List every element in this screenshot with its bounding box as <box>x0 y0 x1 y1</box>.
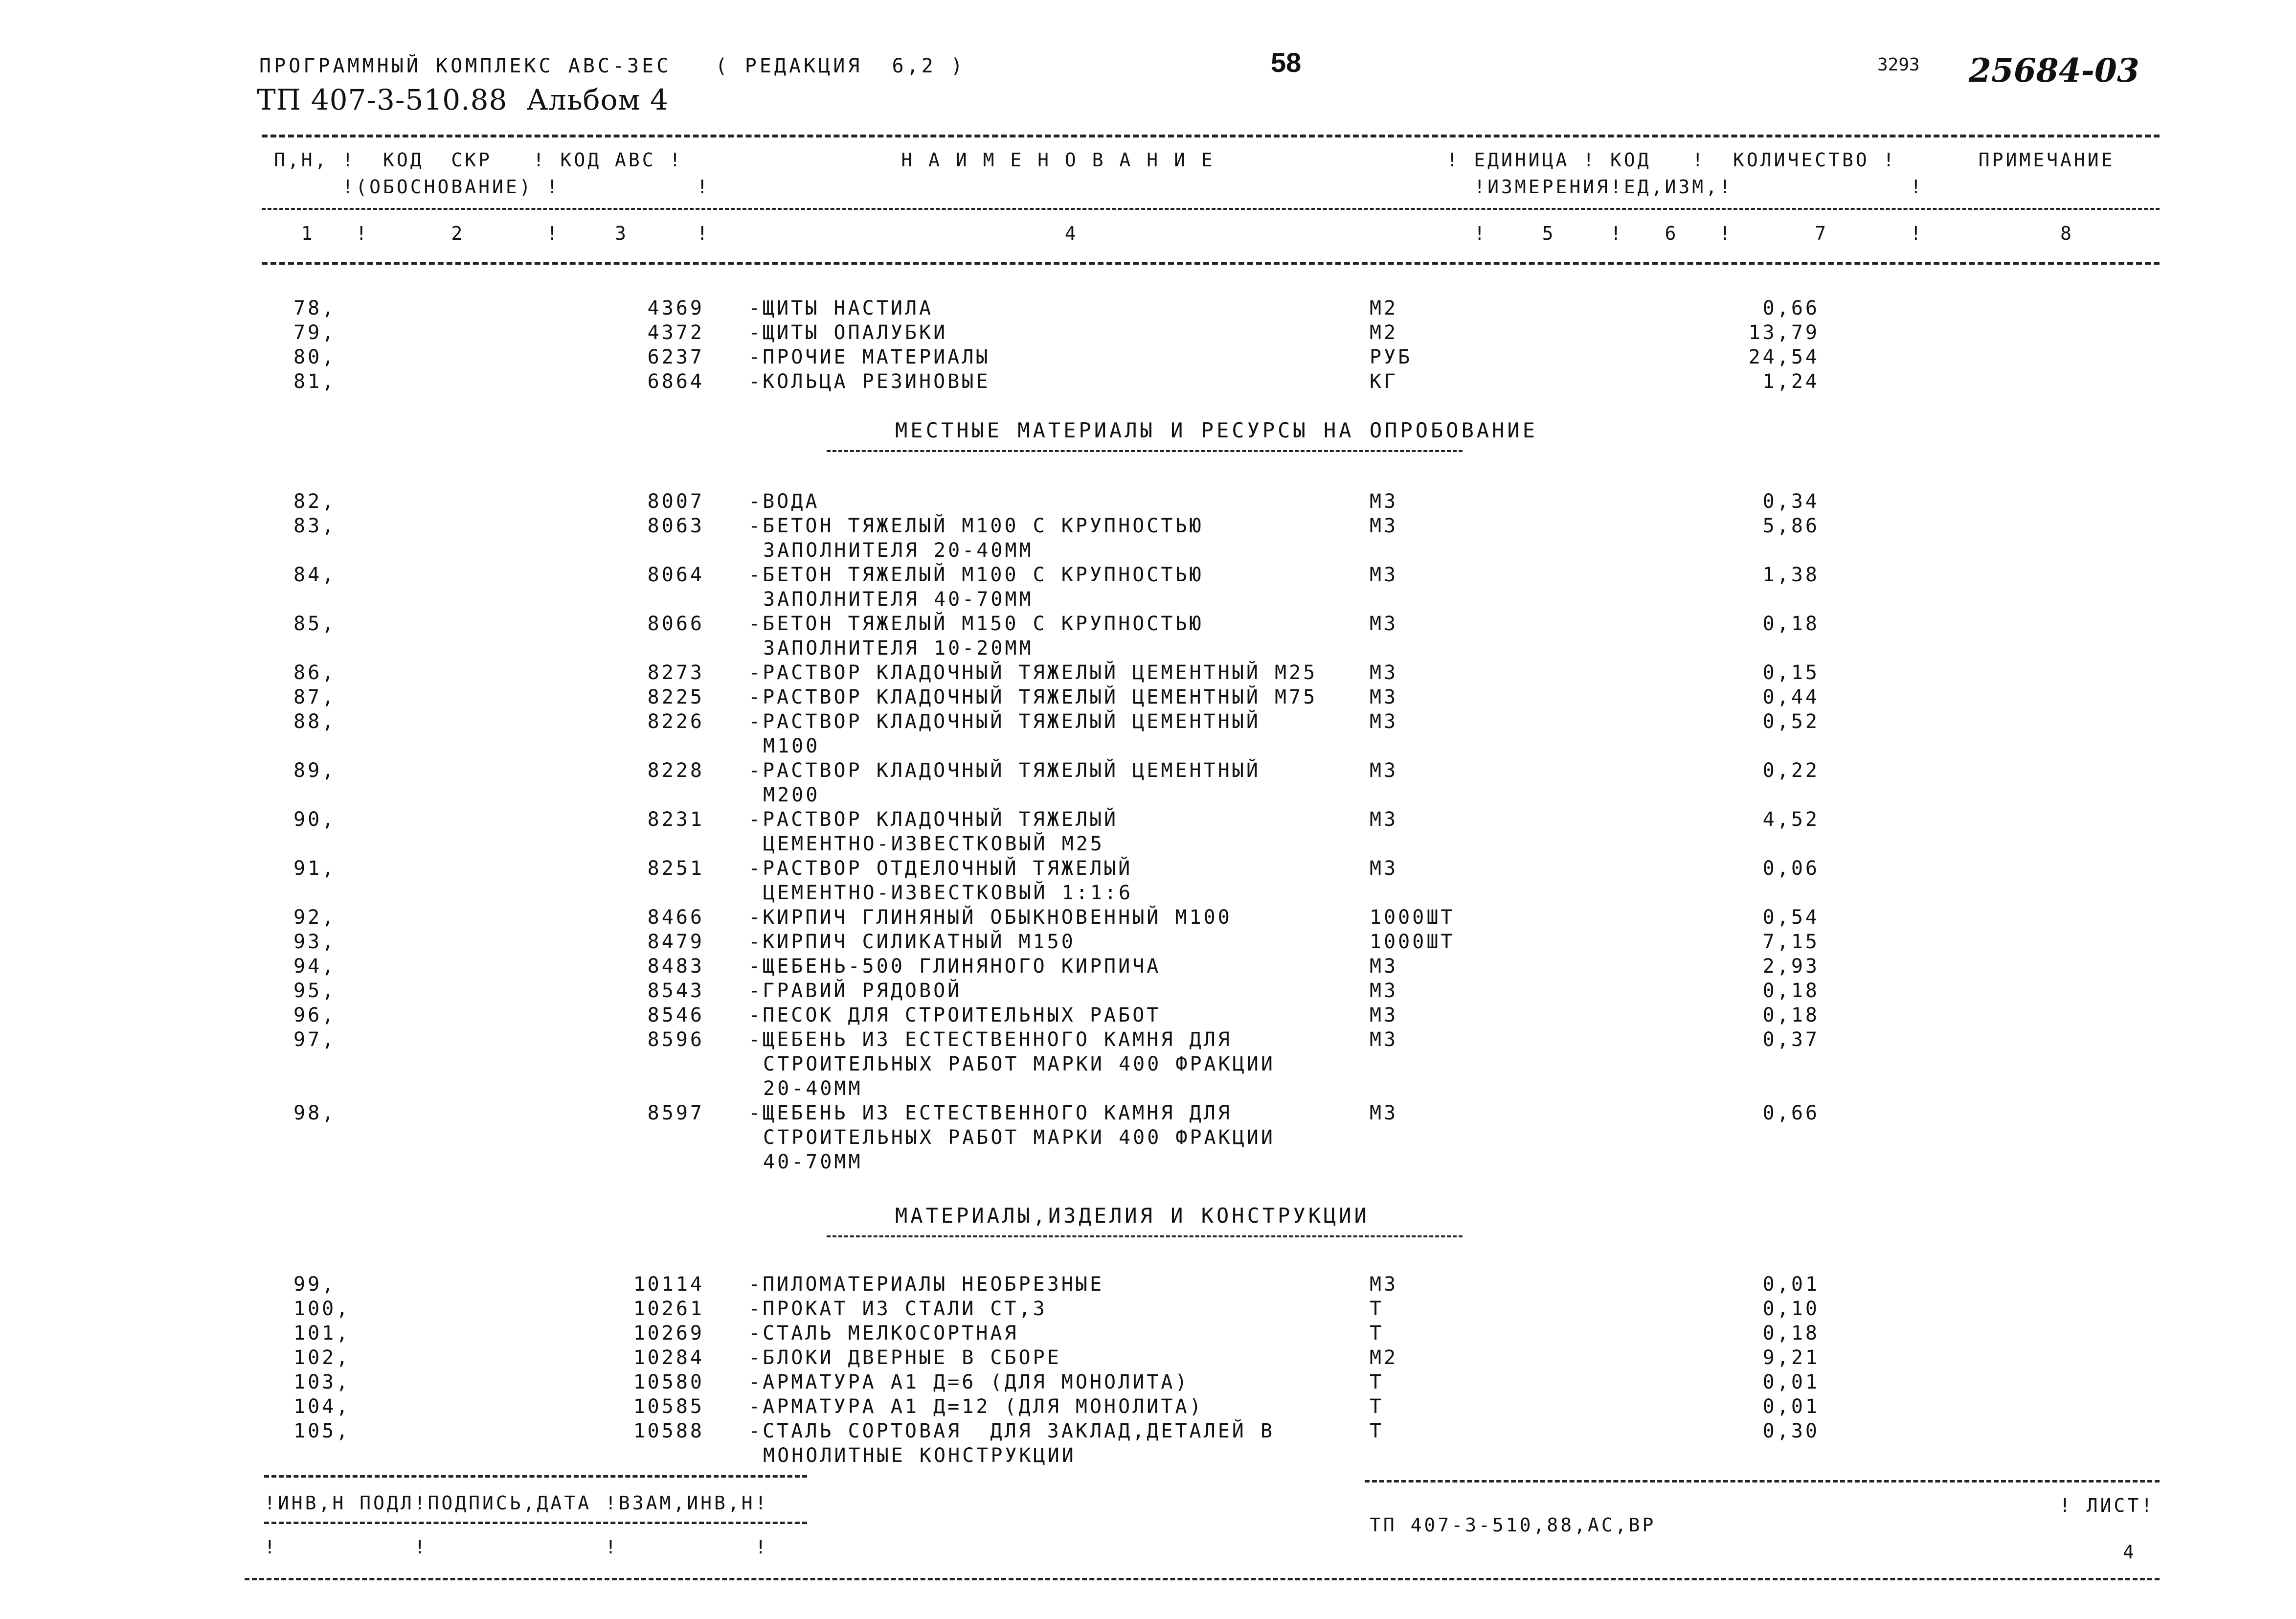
row-name-continued: ЗАПОЛНИТЕЛЯ 10-20ММ <box>763 637 1034 660</box>
row-quantity: 0,66 <box>1762 1102 1820 1124</box>
row-code-abc: 4372 <box>647 321 704 344</box>
section-rule-local <box>827 450 1463 452</box>
row-name: -РАСТВОР КЛАДОЧНЫЙ ТЯЖЕЛЫЙ ЦЕМЕНТНЫЙ <box>748 710 1261 733</box>
row-name: -БЕТОН ТЯЖЕЛЫЙ М100 С КРУПНОСТЬЮ <box>748 564 1204 586</box>
row-quantity: 0,01 <box>1762 1395 1820 1418</box>
row-code-abc: 6864 <box>647 370 704 393</box>
row-code-abc: 8546 <box>647 1004 704 1026</box>
row-quantity: 0,18 <box>1762 1322 1820 1345</box>
row-number: 102, <box>293 1346 351 1369</box>
row-code-abc: 8064 <box>647 564 704 586</box>
row-name: -РАСТВОР КЛАДОЧНЫЙ ТЯЖЕЛЫЙ ЦЕМЕНТНЫЙ <box>748 759 1261 782</box>
row-code-abc: 10580 <box>633 1371 704 1393</box>
row-unit: М2 <box>1370 297 1398 319</box>
row-number: 103, <box>293 1371 351 1393</box>
row-name: -ПЕСОК ДЛЯ СТРОИТЕЛЬНЫХ РАБОТ <box>748 1004 1161 1026</box>
row-name: -КИРПИЧ ГЛИНЯНЫЙ ОБЫКНОВЕННЫЙ М100 <box>748 906 1232 929</box>
row-code-abc: 4369 <box>647 297 704 319</box>
row-code-abc: 8466 <box>647 906 704 929</box>
row-quantity: 24,54 <box>1748 346 1820 368</box>
row-quantity: 0,30 <box>1762 1420 1820 1442</box>
row-unit: М2 <box>1370 321 1398 344</box>
row-number: 84, <box>293 564 337 586</box>
row-name: -ПРОКАТ ИЗ СТАЛИ СТ,3 <box>748 1298 1047 1320</box>
project-title: ТП 407-3-510.88 Альбом 4 <box>257 83 669 116</box>
row-name-continued: М200 <box>763 784 820 806</box>
row-unit: М3 <box>1370 613 1398 635</box>
row-number: 94, <box>293 955 337 978</box>
stamp-mid-rule <box>264 1522 807 1524</box>
row-unit: М3 <box>1370 564 1398 586</box>
row-quantity: 0,22 <box>1762 759 1820 782</box>
row-number: 98, <box>293 1102 337 1124</box>
row-number: 101, <box>293 1322 351 1345</box>
row-unit: М3 <box>1370 1004 1398 1026</box>
column-header-line1: П,Н, ! КОД СКР ! КОД АВС ! Н А И М Е Н О В А Н И Е ! ЕДИНИЦА ! КОД ! КОЛИЧЕСТВО ! ПРИМЕЧАНИЕ <box>274 149 2115 171</box>
row-unit: М3 <box>1370 661 1398 684</box>
row-name: -ГРАВИЙ РЯДОВОЙ <box>748 980 962 1002</box>
row-number: 80, <box>293 346 337 368</box>
sheet-number: 4 <box>2123 1541 2137 1563</box>
row-number: 90, <box>293 808 337 831</box>
row-quantity: 1,38 <box>1762 564 1820 586</box>
row-quantity: 0,18 <box>1762 613 1820 635</box>
row-code-abc: 10269 <box>633 1322 704 1345</box>
row-name: -ЩЕБЕНЬ ИЗ ЕСТЕСТВЕННОГО КАМНЯ ДЛЯ <box>748 1028 1232 1051</box>
row-number: 82, <box>293 490 337 513</box>
row-name-continued: ЗАПОЛНИТЕЛЯ 20-40ММ <box>763 539 1034 562</box>
row-quantity: 0,01 <box>1762 1273 1820 1296</box>
row-quantity: 4,52 <box>1762 808 1820 831</box>
row-number: 88, <box>293 710 337 733</box>
row-number: 91, <box>293 857 337 880</box>
row-name-continued: ЦЕМЕНТНО-ИЗВЕСТКОВЫЙ 1:1:6 <box>763 882 1133 904</box>
row-unit: М3 <box>1370 955 1398 978</box>
row-code-abc: 8479 <box>647 931 704 953</box>
row-quantity: 0,34 <box>1762 490 1820 513</box>
row-unit: М3 <box>1370 1273 1398 1296</box>
row-unit: 1000ШТ <box>1370 931 1455 953</box>
row-quantity: 0,52 <box>1762 710 1820 733</box>
row-name: -ПРОЧИЕ МАТЕРИАЛЫ <box>748 346 990 368</box>
row-unit: М3 <box>1370 490 1398 513</box>
column-header-line2: !(ОБОСНОВАНИЕ) ! ! !ИЗМЕРЕНИЯ!ЕД,ИЗМ,! ! <box>274 176 1924 198</box>
row-unit: М3 <box>1370 515 1398 537</box>
row-code-abc: 10585 <box>633 1395 704 1418</box>
row-name: -АРМАТУРА А1 Д=12 (ДЛЯ МОНОЛИТА) <box>748 1395 1204 1418</box>
row-quantity: 2,93 <box>1762 955 1820 978</box>
row-name-continued: СТРОИТЕЛЬНЫХ РАБОТ МАРКИ 400 ФРАКЦИИ <box>763 1126 1275 1149</box>
row-code-abc: 8273 <box>647 661 704 684</box>
row-name-continued: МОНОЛИТНЫЕ КОНСТРУКЦИИ <box>763 1444 1076 1467</box>
row-quantity: 0,15 <box>1762 661 1820 684</box>
stamp-header: !ИНВ,Н ПОДЛ!ПОДПИСЬ,ДАТА !ВЗАМ,ИНВ,Н! <box>264 1492 769 1514</box>
row-name-continued: 20-40ММ <box>763 1077 863 1100</box>
row-code-abc: 8251 <box>647 857 704 880</box>
row-unit: М2 <box>1370 1346 1398 1369</box>
row-code-abc: 8596 <box>647 1028 704 1051</box>
row-code-abc: 10588 <box>633 1420 704 1442</box>
column-header-rule <box>262 208 2160 210</box>
page-number: 58 <box>1271 47 1302 78</box>
row-name: -РАСТВОР ОТДЕЛОЧНЫЙ ТЯЖЕЛЫЙ <box>748 857 1133 880</box>
row-number: 85, <box>293 613 337 635</box>
row-name: -ВОДА <box>748 490 820 513</box>
row-unit: КГ <box>1370 370 1398 393</box>
row-number: 96, <box>293 1004 337 1026</box>
row-quantity: 0,37 <box>1762 1028 1820 1051</box>
row-quantity: 0,18 <box>1762 1004 1820 1026</box>
row-unit: М3 <box>1370 857 1398 880</box>
row-name: -БЕТОН ТЯЖЕЛЫЙ М150 С КРУПНОСТЬЮ <box>748 613 1204 635</box>
code-handwritten: 25684-03 <box>1969 51 2139 90</box>
row-unit: Т <box>1370 1420 1384 1442</box>
row-code-abc: 8483 <box>647 955 704 978</box>
row-number: 92, <box>293 906 337 929</box>
table-top-rule <box>262 135 2160 137</box>
row-unit: М3 <box>1370 759 1398 782</box>
row-code-abc: 8543 <box>647 980 704 1002</box>
row-unit: М3 <box>1370 1102 1398 1124</box>
row-number: 99, <box>293 1273 337 1296</box>
row-quantity: 9,21 <box>1762 1346 1820 1369</box>
row-number: 78, <box>293 297 337 319</box>
row-unit: 1000ШТ <box>1370 906 1455 929</box>
row-name: -ЩИТЫ НАСТИЛА <box>748 297 934 319</box>
row-quantity: 13,79 <box>1748 321 1820 344</box>
row-number: 81, <box>293 370 337 393</box>
document-code: ТП 407-3-510,88,АС,ВР <box>1370 1514 1656 1536</box>
row-quantity: 1,24 <box>1762 370 1820 393</box>
program-title: ПРОГРАММНЫЙ КОМПЛЕКС АВС-ЗЕС ( РЕДАКЦИЯ 6,2 ) <box>259 55 966 77</box>
row-name: -РАСТВОР КЛАДОЧНЫЙ ТЯЖЕЛЫЙ <box>748 808 1119 831</box>
row-unit: РУБ <box>1370 346 1413 368</box>
row-name-continued: ЗАПОЛНИТЕЛЯ 40-70ММ <box>763 588 1034 611</box>
row-unit: М3 <box>1370 686 1398 708</box>
code-small: 3293 <box>1877 55 1920 75</box>
row-unit: М3 <box>1370 710 1398 733</box>
row-quantity: 0,10 <box>1762 1298 1820 1320</box>
row-quantity: 7,15 <box>1762 931 1820 953</box>
stamp-row: ! ! ! ! <box>264 1536 769 1558</box>
row-code-abc: 10261 <box>633 1298 704 1320</box>
row-number: 83, <box>293 515 337 537</box>
row-number: 86, <box>293 661 337 684</box>
row-number: 104, <box>293 1395 351 1418</box>
row-name: -ПИЛОМАТЕРИАЛЫ НЕОБРЕЗНЫЕ <box>748 1273 1104 1296</box>
row-number: 105, <box>293 1420 351 1442</box>
row-number: 95, <box>293 980 337 1002</box>
row-code-abc: 10284 <box>633 1346 704 1369</box>
section-title-local: МЕСТНЫЕ МАТЕРИАЛЫ И РЕСУРСЫ НА ОПРОБОВАНИЕ <box>895 418 1538 442</box>
stamp-top-rule <box>264 1475 807 1478</box>
row-quantity: 5,86 <box>1762 515 1820 537</box>
row-name: -КОЛЬЦА РЕЗИНОВЫЕ <box>748 370 990 393</box>
row-name: -АРМАТУРА А1 Д=6 (ДЛЯ МОНОЛИТА) <box>748 1371 1190 1393</box>
row-code-abc: 8226 <box>647 710 704 733</box>
row-name: -СТАЛЬ СОРТОВАЯ ДЛЯ ЗАКЛАД,ДЕТАЛЕЙ В <box>748 1420 1275 1442</box>
row-number: 79, <box>293 321 337 344</box>
section-rule-materials <box>827 1235 1463 1237</box>
row-code-abc: 6237 <box>647 346 704 368</box>
row-number: 100, <box>293 1298 351 1320</box>
row-name-continued: ЦЕМЕНТНО-ИЗВЕСТКОВЫЙ М25 <box>763 833 1104 855</box>
row-number: 87, <box>293 686 337 708</box>
row-quantity: 0,44 <box>1762 686 1820 708</box>
row-name: -СТАЛЬ МЕЛКОСОРТНАЯ <box>748 1322 1019 1345</box>
row-code-abc: 8007 <box>647 490 704 513</box>
row-name: -ЩЕБЕНЬ-500 ГЛИНЯНОГО КИРПИЧА <box>748 955 1161 978</box>
row-number: 89, <box>293 759 337 782</box>
row-name: -РАСТВОР КЛАДОЧНЫЙ ТЯЖЕЛЫЙ ЦЕМЕНТНЫЙ М75 <box>748 686 1318 708</box>
row-code-abc: 8063 <box>647 515 704 537</box>
row-quantity: 0,01 <box>1762 1371 1820 1393</box>
row-code-abc: 8066 <box>647 613 704 635</box>
row-name: -ЩЕБЕНЬ ИЗ ЕСТЕСТВЕННОГО КАМНЯ ДЛЯ <box>748 1102 1232 1124</box>
row-quantity: 0,18 <box>1762 980 1820 1002</box>
row-code-abc: 8231 <box>647 808 704 831</box>
column-numbers: 1 ! 2 ! 3 ! 4 ! 5 ! 6 ! 7 ! 8 <box>274 223 2074 244</box>
row-name: -БЛОКИ ДВЕРНЫЕ В СБОРЕ <box>748 1346 1061 1369</box>
row-unit: Т <box>1370 1395 1384 1418</box>
row-unit: Т <box>1370 1371 1384 1393</box>
row-quantity: 0,66 <box>1762 297 1820 319</box>
row-number: 93, <box>293 931 337 953</box>
row-unit: М3 <box>1370 808 1398 831</box>
row-unit: М3 <box>1370 980 1398 1002</box>
row-quantity: 0,54 <box>1762 906 1820 929</box>
row-name: -КИРПИЧ СИЛИКАТНЫЙ М150 <box>748 931 1076 953</box>
row-unit: Т <box>1370 1298 1384 1320</box>
page-bottom-rule <box>245 1578 2160 1580</box>
table-body-rule <box>262 262 2160 265</box>
row-code-abc: 8228 <box>647 759 704 782</box>
row-unit: Т <box>1370 1322 1384 1345</box>
row-name: -БЕТОН ТЯЖЕЛЫЙ М100 С КРУПНОСТЬЮ <box>748 515 1204 537</box>
sheet-label: ! ЛИСТ! <box>2059 1495 2155 1516</box>
row-name: -РАСТВОР КЛАДОЧНЫЙ ТЯЖЕЛЫЙ ЦЕМЕНТНЫЙ М25 <box>748 661 1318 684</box>
row-number: 97, <box>293 1028 337 1051</box>
row-code-abc: 8597 <box>647 1102 704 1124</box>
titleblock-top-rule <box>1365 1480 2160 1482</box>
section-title-materials: МАТЕРИАЛЫ,ИЗДЕЛИЯ И КОНСТРУКЦИИ <box>895 1204 1370 1228</box>
row-quantity: 0,06 <box>1762 857 1820 880</box>
row-name-continued: М100 <box>763 735 820 757</box>
row-name-continued: 40-70ММ <box>763 1151 863 1173</box>
row-code-abc: 8225 <box>647 686 704 708</box>
row-code-abc: 10114 <box>633 1273 704 1296</box>
row-unit: М3 <box>1370 1028 1398 1051</box>
row-name-continued: СТРОИТЕЛЬНЫХ РАБОТ МАРКИ 400 ФРАКЦИИ <box>763 1053 1275 1075</box>
row-name: -ЩИТЫ ОПАЛУБКИ <box>748 321 948 344</box>
